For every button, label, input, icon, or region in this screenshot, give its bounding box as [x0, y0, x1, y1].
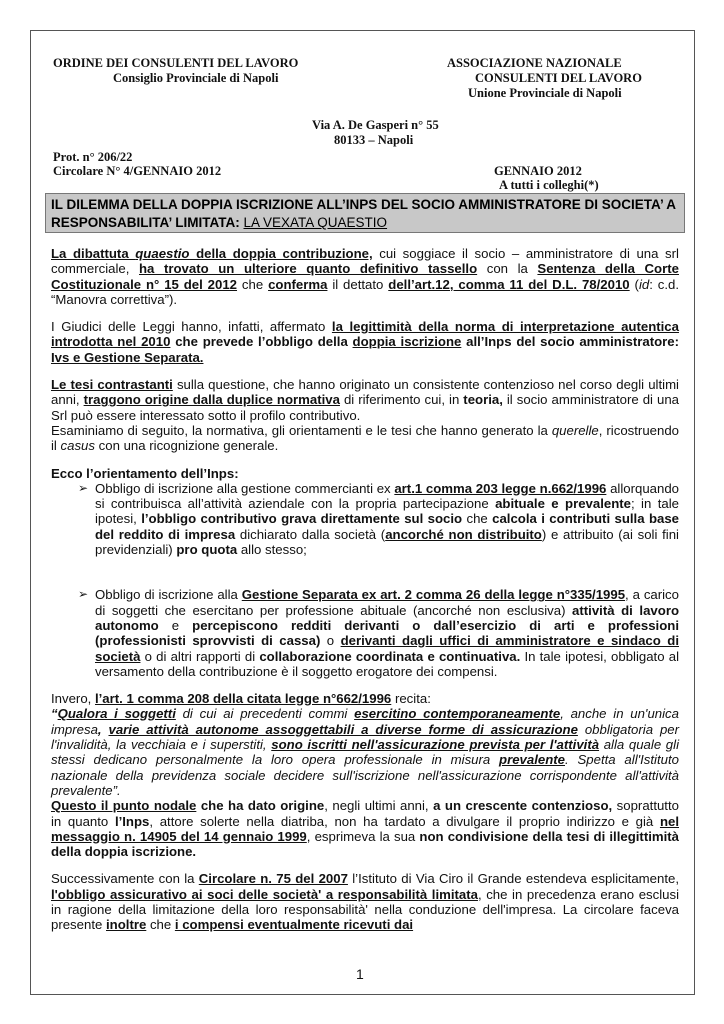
text-run: ha trovato un ulteriore quanto definitivo tassello	[139, 261, 478, 277]
text-run: che prevede l’obbligo della	[170, 334, 353, 350]
text-run: Esaminiamo di seguito, la normativa, gli orientamenti e le tesi che hanno generato la	[51, 422, 552, 438]
text-run: i compensi eventualmente ricevuti dai	[174, 917, 414, 933]
text-run: l’art. 1 comma 208 della citata legge n°662/1996	[94, 691, 392, 707]
text-run: . Spetta all'Istituto nazionale della previdenza sociale decidere sull'iscrizione nell'assicurazione corrispondente all'attività prevalente”.	[51, 752, 679, 798]
arrow-bullet-icon: ➢	[78, 480, 89, 495]
text-run: Questo il punto nodale	[51, 798, 197, 814]
text-run: a un crescente contenzioso,	[433, 798, 613, 814]
paragraph	[51, 798, 679, 859]
text-run: l’obbligo contributivo grava direttamente sul socio	[141, 511, 463, 527]
text-run: , negli ultimi anni,	[324, 798, 434, 814]
paragraph	[51, 377, 679, 423]
text-run: con una ricognizione generale.	[94, 438, 279, 454]
text-run: , ricostruendo il	[51, 422, 679, 454]
text-run: soprattutto in quanto	[51, 798, 679, 829]
text-run: (	[629, 276, 639, 292]
text-run: casus	[60, 438, 95, 454]
text-run: Qualora i soggetti	[57, 706, 176, 722]
text-run: della doppia contribuzione,	[189, 246, 373, 261]
document-body	[51, 246, 679, 945]
document-title-box	[45, 193, 685, 233]
text-run: Obbligo di iscrizione alla	[95, 587, 242, 603]
arrow-bullet-icon: ➢	[78, 587, 89, 602]
text-run: Invero,	[51, 691, 95, 707]
text-run: il socio amministratore di una Srl può essere interessato sotto il profilo contributivo.	[51, 392, 679, 423]
text-run: id	[638, 276, 650, 292]
section-heading: Ecco l’orientamento dell’Inps:	[51, 465, 239, 481]
text-run: cui soggiace il socio – amministratore di una srl commerciale,	[51, 246, 679, 277]
text-run: : c.d. “Manovra correttiva”).	[51, 276, 680, 307]
text-run: art.1 comma 203 legge n.662/1996	[394, 480, 607, 496]
paragraph	[51, 423, 679, 454]
address-line2: 80133 – Napoli	[334, 133, 414, 147]
text-run: , che in precedenza erano esclusi in ragione della limitazione della loro responsabilità' nella conduzione dell'impresa. La circolare faceva presente	[51, 886, 679, 933]
text-run: il dettato	[327, 276, 389, 292]
text-run: La dibattuta	[51, 246, 136, 261]
text-run: prevalente	[499, 752, 566, 768]
header-left-line1: ORDINE DEI CONSULENTI DEL LAVORO	[53, 56, 299, 70]
header-left-line2: Consiglio Provinciale di Napoli	[113, 71, 279, 85]
text-run: sulla questione, che hanno originato un consistente contenzioso nel corso degli ultimi anni,	[51, 377, 679, 408]
text-run: che	[462, 511, 493, 527]
text-run: Successivamente con la	[51, 871, 199, 887]
text-run: che	[237, 276, 269, 292]
text-run: pro quota	[176, 542, 238, 558]
text-run: o	[320, 633, 341, 649]
inps-orientation-list	[51, 481, 679, 679]
text-run: all’Inps del socio amministratore:	[461, 334, 679, 350]
text-run: , anche in un'unica impresa	[51, 706, 679, 737]
text-run: ; in tale ipotesi,	[95, 496, 679, 527]
text-run: Sentenza della Corte Costituzionale n° 15 del 2012	[51, 261, 679, 292]
header-right-line3: Unione Provinciale di Napoli	[468, 86, 622, 100]
text-run: ancorché non distribuito	[385, 526, 542, 542]
text-run: I Giudici delle Leggi hanno, infatti, affermato	[51, 319, 332, 335]
text-run: e	[158, 617, 193, 633]
address-line1: Via A. De Gasperi n° 55	[312, 118, 439, 132]
header-right-line1: ASSOCIAZIONE NAZIONALE	[447, 56, 622, 70]
text-run: quaestio	[135, 246, 190, 261]
list-item	[78, 587, 680, 679]
text-run: inoltre	[106, 917, 147, 933]
text-run: di riferimento cui, in	[339, 392, 464, 408]
text-run: teoria,	[463, 392, 503, 408]
text-run: dichiarato dalla società (	[235, 526, 386, 542]
text-run: Gestione Separata ex art. 2 comma 26 della legge n°335/1995	[241, 587, 626, 603]
text-run: varie attività autonome assoggettabili a diverse forme di assicurazione	[108, 721, 578, 737]
text-run: con la	[477, 261, 538, 277]
text-run: percepiscono redditi derivanti o dall’esercizio di arti e professioni (professionisti sprovvisti di cassa)	[95, 617, 679, 649]
text-run: sono iscritti nell'assicurazione prevista per l'attività	[271, 737, 600, 753]
text-run: ,	[97, 721, 109, 737]
document-subtitle: LA VEXATA QUAESTIO	[243, 215, 388, 230]
text-run: doppia iscrizione	[352, 334, 462, 350]
text-run: nel messaggio n. 14905 del 14 gennaio 1999	[51, 813, 679, 844]
text-run: traggono origine dalla duplice normativa	[83, 392, 340, 408]
paragraph	[51, 871, 679, 932]
text-run: che ha dato origine	[196, 798, 325, 814]
text-run: , esprimeva la sua	[306, 828, 420, 844]
text-run: recita:	[391, 691, 431, 707]
recipients-line: A tutti i colleghi(*)	[499, 178, 599, 192]
text-run: Obbligo di iscrizione alla gestione commercianti ex	[95, 480, 395, 496]
text-run: alla quale gli stessi dedicano personalmente la loro opera professionale in misura	[51, 737, 679, 768]
text-run: Le tesi contrastanti	[51, 377, 173, 393]
text-run: attività di lavoro autonomo	[95, 602, 680, 633]
text-run: che	[146, 917, 175, 933]
circular-number: Circolare N° 4/GENNAIO 2012	[53, 164, 222, 178]
text-run: l'obbligo assicurativo ai soci delle società' a responsabilità limitata	[51, 886, 478, 902]
page-number: 1	[356, 966, 364, 982]
text-run: di cui ai precedenti commi	[175, 706, 355, 722]
text-run: la legittimità della norma di interpretazione autentica introdotta nel 2010	[51, 319, 679, 350]
text-run: collaborazione coordinata e continuativa.	[259, 648, 521, 664]
document-title: IL DILEMMA DELLA DOPPIA ISCRIZIONE ALL’INPS DEL SOCIO AMMINISTRATORE DI SOCIETA’ A RESPONSABILITA’ LIMITATA:	[51, 197, 676, 230]
list-item	[78, 480, 680, 558]
text-run: querelle	[551, 422, 599, 438]
text-run: In tale ipotesi, obbligato al versamento della contribuzione è il soggetto erogatore dei compensi.	[95, 648, 679, 679]
text-run: “	[51, 706, 58, 722]
text-run: abituale e prevalente	[495, 496, 631, 512]
text-run: allo stesso;	[237, 542, 307, 558]
text-run: non condivisione della tesi di illegittimità della doppia iscrizione.	[51, 828, 679, 860]
paragraph	[51, 691, 679, 706]
header-right-line2: CONSULENTI DEL LAVORO	[475, 71, 642, 85]
text-run: l’Istituto di Via Ciro il Grande estendeva esplicitamente,	[347, 871, 679, 887]
paragraph	[51, 319, 679, 365]
text-run: l’Inps	[114, 813, 150, 829]
text-run: esercitino contemporaneamente	[354, 706, 561, 722]
text-run: allorquando si contribuisca all’attività aziendale con la propria partecipazione	[95, 480, 680, 512]
text-run: obbligatoria per l'invalidità, la vecchiaia e i superstiti,	[51, 721, 680, 753]
text-run: o di altri rapporti di	[140, 648, 260, 664]
text-run: conferma	[268, 276, 328, 292]
text-run: derivanti dagli uffici di amministratore e sindaco di società	[95, 633, 679, 664]
text-run: Ivs e Gestione Separata.	[51, 349, 204, 365]
circular-date: GENNAIO 2012	[494, 164, 582, 178]
text-run: Circolare n. 75 del 2007	[198, 871, 348, 887]
text-run: , attore solerte nella diatriba, non ha tardato a divulgare il proprio indirizzo e già	[149, 813, 660, 829]
paragraph	[51, 246, 679, 307]
text-run: calcola i contributi sulla base del reddito di impresa	[95, 511, 679, 542]
quotation-paragraph	[51, 706, 679, 798]
protocol-number: Prot. n° 206/22	[53, 150, 133, 164]
text-run: ) e attribuito (ai soli fini previdenziali)	[95, 526, 679, 558]
text-run: , a carico di soggetti che esercitano per professione abituale (ancorché non esclusiva)	[95, 587, 679, 618]
text-run: dell’art.12, comma 11 del D.L. 78/2010	[388, 276, 630, 292]
